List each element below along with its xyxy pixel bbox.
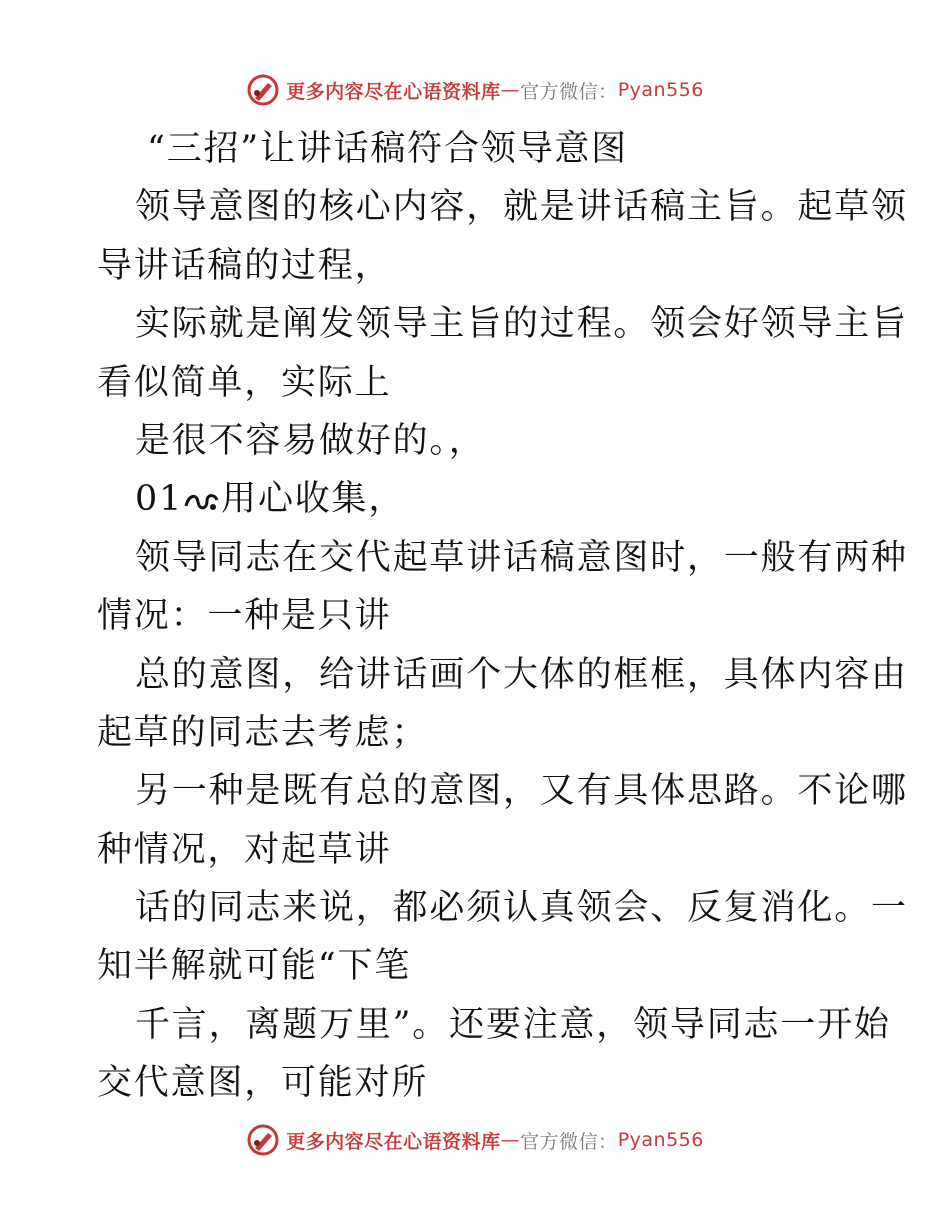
paragraph-line: 领导意图的核心内容，就是讲话稿主旨。起草领	[135, 187, 908, 228]
header-watermark	[0, 70, 950, 110]
paragraph-line: 交代意图，可能对所	[97, 1063, 429, 1104]
paragraph-line: 另一种是既有总的意图，又有具体思路。不论哪	[135, 771, 908, 812]
watermark-wechat-id: Pyan556	[617, 79, 704, 101]
section-title: 用心收集，	[221, 479, 406, 520]
paragraph-line: 看似简单，实际上	[97, 362, 392, 403]
document-title: “三招”让讲话稿符合领导意图	[147, 129, 628, 169]
squiggle-ornament-icon	[183, 486, 221, 516]
paragraph-line: 情况：一种是只讲	[97, 596, 392, 637]
watermark-brand: 更多内容尽在心语资料库	[286, 80, 501, 103]
paragraph-line: 总的意图，给讲话画个大体的框框，具体内容由	[135, 654, 908, 695]
watermark-separator: —	[500, 1129, 521, 1151]
document-body	[97, 120, 908, 1113]
paragraph-line: 实际就是阐发领导主旨的过程。领会好领导主旨	[135, 304, 908, 345]
paragraph-line: 导讲话稿的过程，	[97, 245, 392, 286]
section-number: 01	[135, 479, 184, 520]
paragraph-line: 知半解就可能“下笔	[97, 946, 412, 987]
pen-seal-icon	[246, 1123, 280, 1157]
watermark-brand: 更多内容尽在心语资料库	[286, 1130, 501, 1153]
paragraph-line: 起草的同志去考虑；	[97, 712, 429, 753]
paragraph-line: 千言，离题万里”。还要注意，领导同志一开始	[135, 1004, 891, 1045]
footer-watermark	[0, 1120, 950, 1160]
paragraph-line: 领导同志在交代起草讲话稿意图时，一般有两种	[135, 537, 908, 578]
watermark-wechat-label: 官方微信：	[520, 1130, 618, 1153]
paragraph-line: 种情况，对起草讲	[97, 829, 392, 870]
paragraph-line: 话的同志来说，都必须认真领会、反复消化。一	[135, 888, 908, 929]
pen-seal-icon	[246, 73, 280, 107]
watermark-wechat-label: 官方微信：	[520, 80, 618, 103]
paragraph-line: 是很不容易做好的。，	[135, 420, 486, 461]
watermark-separator: —	[500, 79, 521, 101]
watermark-wechat-id: Pyan556	[617, 1129, 704, 1151]
section-heading	[97, 470, 857, 528]
